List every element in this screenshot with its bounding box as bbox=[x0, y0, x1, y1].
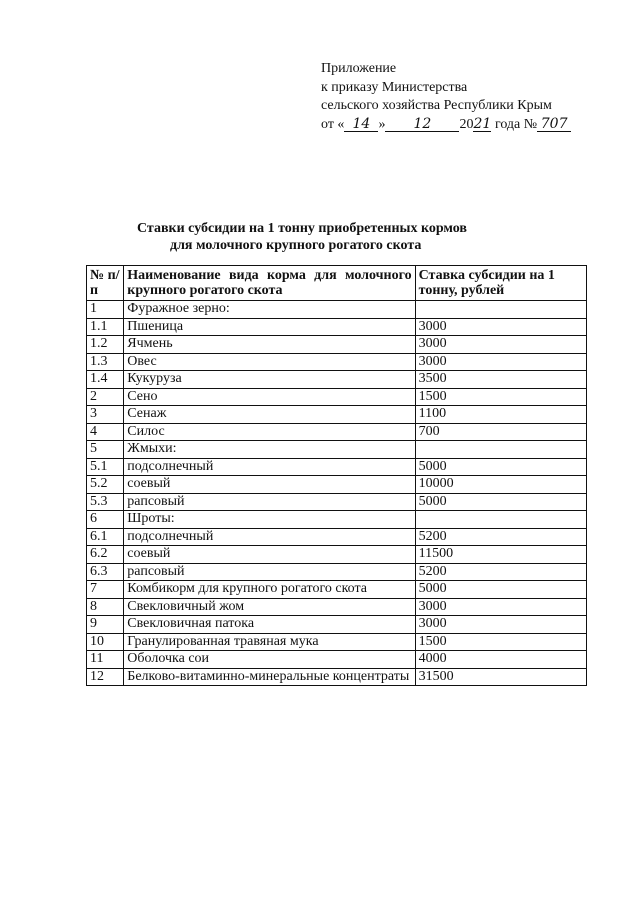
date-month: 12 bbox=[385, 117, 459, 132]
row-rate: 3500 bbox=[415, 371, 586, 389]
table-row bbox=[87, 511, 587, 529]
subsidy-rates-table bbox=[86, 265, 587, 686]
order-number: 707 bbox=[537, 117, 571, 132]
row-rate: 1500 bbox=[415, 388, 586, 406]
date-prefix: от « bbox=[321, 116, 345, 132]
date-day-suffix: » bbox=[378, 116, 386, 132]
row-rate: 31500 bbox=[415, 668, 586, 686]
row-feed-name: подсолнечный bbox=[124, 528, 415, 546]
row-num: 5.3 bbox=[87, 493, 124, 511]
row-feed-name: Комбикорм для крупного рогатого скота bbox=[124, 581, 415, 599]
row-feed-name: Ячмень bbox=[124, 336, 415, 354]
row-rate: 3000 bbox=[415, 336, 586, 354]
table-row bbox=[87, 651, 587, 669]
row-rate: 3000 bbox=[415, 353, 586, 371]
row-rate: 700 bbox=[415, 423, 586, 441]
row-rate: 5000 bbox=[415, 581, 586, 599]
title-line-2: для молочного крупного рогатого скота bbox=[170, 238, 422, 253]
row-rate: 1500 bbox=[415, 633, 586, 651]
table-row bbox=[87, 336, 587, 354]
table-row bbox=[87, 423, 587, 441]
title-line-1: Ставки субсидии на 1 тонну приобретенных кормов bbox=[137, 221, 467, 236]
header-feed-name: Наименование вида корма для молочного крупного рогатого скота bbox=[124, 266, 415, 301]
table-header-row bbox=[87, 266, 587, 301]
row-feed-name: Пшеница bbox=[124, 318, 415, 336]
row-feed-name: Кукуруза bbox=[124, 371, 415, 389]
row-num: 9 bbox=[87, 616, 124, 634]
table-row bbox=[87, 318, 587, 336]
row-feed-name: соевый bbox=[124, 476, 415, 494]
row-rate: 5000 bbox=[415, 493, 586, 511]
appendix-label: Приложение bbox=[321, 61, 397, 76]
table-row bbox=[87, 371, 587, 389]
table-row bbox=[87, 598, 587, 616]
row-feed-name: Оболочка сои bbox=[124, 651, 415, 669]
table-row bbox=[87, 668, 587, 686]
row-feed-name: рапсовый bbox=[124, 563, 415, 581]
row-num: 11 bbox=[87, 651, 124, 669]
appendix-order-ref: к приказу Министерства bbox=[321, 79, 468, 95]
row-num: 1.4 bbox=[87, 371, 124, 389]
date-day: 14 bbox=[344, 117, 378, 132]
appendix-ministry: сельского хозяйства Республики Крым bbox=[321, 98, 552, 113]
row-num: 6 bbox=[87, 511, 124, 529]
row-feed-name: рапсовый bbox=[124, 493, 415, 511]
row-num: 5.2 bbox=[87, 476, 124, 494]
row-rate bbox=[415, 511, 586, 529]
row-rate bbox=[415, 441, 586, 459]
row-rate: 3000 bbox=[415, 598, 586, 616]
table-row bbox=[87, 528, 587, 546]
table-row bbox=[87, 563, 587, 581]
row-feed-name: Свекловичная патока bbox=[124, 616, 415, 634]
table-row bbox=[87, 406, 587, 424]
row-rate: 5200 bbox=[415, 528, 586, 546]
table-row bbox=[87, 353, 587, 371]
row-feed-name: соевый bbox=[124, 546, 415, 564]
appendix-block bbox=[321, 60, 571, 134]
row-feed-name: Жмыхи: bbox=[124, 441, 415, 459]
row-feed-name: Силос bbox=[124, 423, 415, 441]
row-feed-name: Овес bbox=[124, 353, 415, 371]
table-row bbox=[87, 476, 587, 494]
header-rate: Ставка субсидии на 1 тонну, рублей bbox=[415, 266, 586, 301]
row-num: 6.2 bbox=[87, 546, 124, 564]
row-num: 1 bbox=[87, 301, 124, 319]
row-num: 6.3 bbox=[87, 563, 124, 581]
row-num: 4 bbox=[87, 423, 124, 441]
row-feed-name: Шроты: bbox=[124, 511, 415, 529]
date-year-prefix: 20 bbox=[459, 116, 474, 132]
row-rate: 11500 bbox=[415, 546, 586, 564]
row-rate: 3000 bbox=[415, 616, 586, 634]
row-feed-name: Сено bbox=[124, 388, 415, 406]
date-year-suffix: года № bbox=[491, 116, 538, 132]
date-year-handwritten: 21 bbox=[473, 115, 492, 132]
row-feed-name: Фуражное зерно: bbox=[124, 301, 415, 319]
row-rate: 1100 bbox=[415, 406, 586, 424]
row-rate: 10000 bbox=[415, 476, 586, 494]
row-rate: 4000 bbox=[415, 651, 586, 669]
header-num: № п/п bbox=[87, 266, 124, 301]
row-num: 8 bbox=[87, 598, 124, 616]
row-num: 12 bbox=[87, 668, 124, 686]
row-rate: 5200 bbox=[415, 563, 586, 581]
row-feed-name: Свекловичный жом bbox=[124, 598, 415, 616]
row-feed-name: Белково-витаминно-минеральные концентраты bbox=[124, 668, 415, 686]
row-num: 5.1 bbox=[87, 458, 124, 476]
row-num: 1.3 bbox=[87, 353, 124, 371]
row-num: 5 bbox=[87, 441, 124, 459]
row-feed-name: Сенаж bbox=[124, 406, 415, 424]
row-feed-name: подсолнечный bbox=[124, 458, 415, 476]
table-row bbox=[87, 301, 587, 319]
row-num: 3 bbox=[87, 406, 124, 424]
table-row bbox=[87, 441, 587, 459]
table-row bbox=[87, 616, 587, 634]
row-rate: 3000 bbox=[415, 318, 586, 336]
row-num: 1.1 bbox=[87, 318, 124, 336]
table-row bbox=[87, 388, 587, 406]
appendix-date-line bbox=[321, 116, 571, 135]
table-row bbox=[87, 633, 587, 651]
table-row bbox=[87, 458, 587, 476]
table-row bbox=[87, 581, 587, 599]
row-num: 7 bbox=[87, 581, 124, 599]
row-num: 10 bbox=[87, 633, 124, 651]
row-rate: 5000 bbox=[415, 458, 586, 476]
row-rate bbox=[415, 301, 586, 319]
row-num: 2 bbox=[87, 388, 124, 406]
row-num: 6.1 bbox=[87, 528, 124, 546]
table-body bbox=[87, 301, 587, 686]
row-feed-name: Гранулированная травяная мука bbox=[124, 633, 415, 651]
table-row bbox=[87, 493, 587, 511]
table-row bbox=[87, 546, 587, 564]
row-num: 1.2 bbox=[87, 336, 124, 354]
